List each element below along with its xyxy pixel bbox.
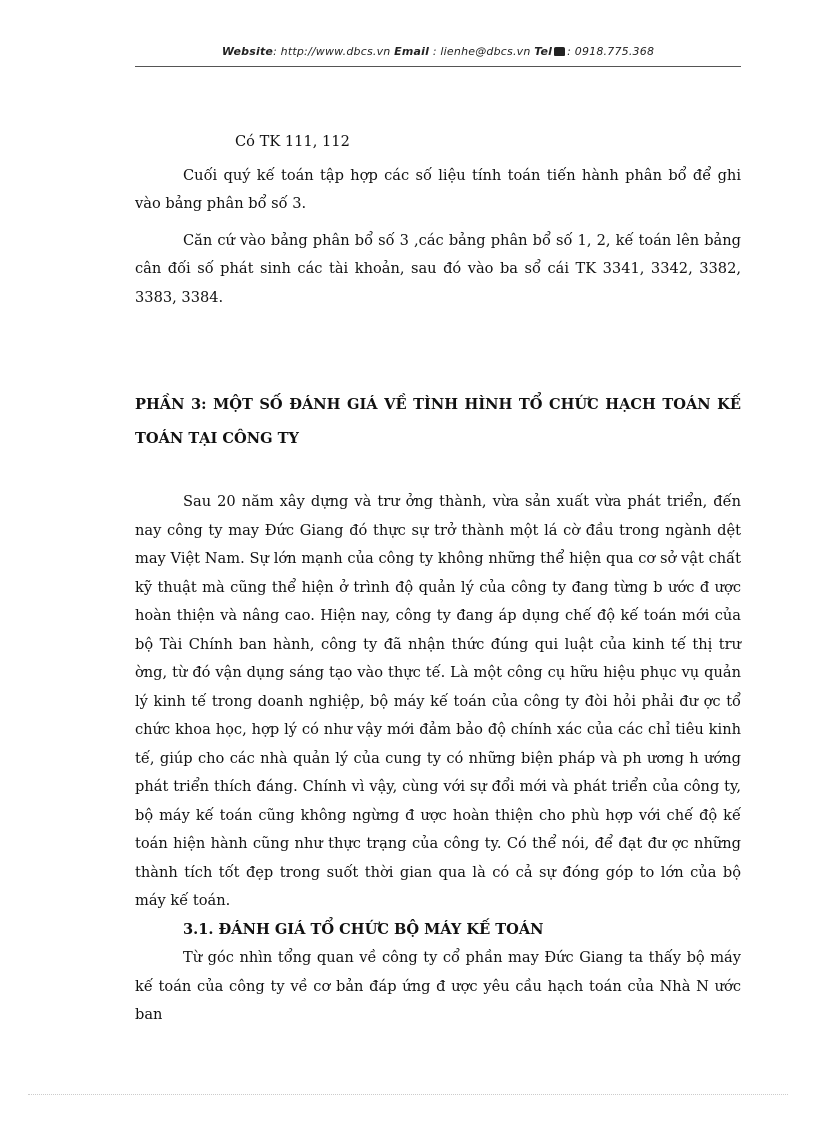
tel-label: Tel (534, 45, 553, 58)
page-header (135, 45, 741, 58)
tel-value: : 0918.775.368 (567, 45, 655, 58)
email-value: : lienhe@dbcs.vn (429, 45, 535, 58)
section-heading-part3: PHẦN 3: MỘT SỐ ĐÁNH GIÁ VỀ TÌNH HÌNH TỔ CHỨC HẠCH TOÁN KẾ TOÁN TẠI CÔNG TY (135, 396, 741, 447)
header-divider (135, 66, 741, 67)
credit-line: Có TK 111, 112 (235, 133, 350, 150)
footer-divider (28, 1094, 788, 1095)
subsection-heading-3-1: 3.1. ĐÁNH GIÁ TỔ CHỨC BỘ MÁY KẾ TOÁN (183, 920, 544, 938)
paragraph-2: Căn cứ vào bảng phân bổ số 3 ,các bảng phân bổ số 1, 2, kế toán lên bảng cân đối số phát sinh các tài khoản, sau đó vào ba sổ cái TK 3341, 3342, 3382, 3383, 3384. (135, 231, 741, 306)
paragraph-4: Từ góc nhìn tổng quan về công ty cổ phần may Đức Giang ta thấy bộ máy kế toán của công ty về cơ bản đáp ứng đ ược yêu cầu hạch toán của Nhà N ước ban (135, 949, 741, 1023)
phone-icon (554, 47, 565, 56)
paragraph-3: Sau 20 năm xây dựng và trư ởng thành, vừa sản xuất vừa phát triển, đến nay công ty may Đức Giang đó thực sự trở thành một lá cờ đầu trong ngành dệt may Việt Nam. Sự lớn mạnh của công ty không những thể hiện qua cơ sở vật chất kỹ thuật mà cũng thể hiện ở trình độ quản lý của công ty đang từng b ước đ ược hoàn thiện và nâng cao. Hiện nay, công ty đang áp dụng chế độ kế toán mới của bộ Tài Chính ban hành, công ty đã nhận thức đúng qui luật của kinh tế thị trư ờng, từ đó vận dụng sáng tạo vào thực tế. Là một công cụ hữu hiệu phục vụ quản lý kinh tế trong doanh nghiệp, bộ máy kế toán của công ty đòi hỏi phải đư ợc tổ chức khoa học, hợp lý có như vậy mới đảm bảo độ chính xác của các chỉ tiêu kinh tế, giúp cho các nhà quản lý của cung ty có những biện pháp và ph ương h ướng phát triển thích đáng. Chính vì vậy, cùng với sự đổi mới và phát triển của công ty, bộ máy kế toán cũng không ngừng đ ược hoàn thiện cho phù hợp với chế độ kế toán hiện hành cũng như thực trạng của công ty. Có thể nói, để đạt đư ợc những thành tích tốt đẹp trong suốt thời gian qua là có cả sự đóng góp to lớn của bộ máy kế toán. (135, 493, 741, 909)
website-value: : http://www.dbcs.vn (273, 45, 395, 58)
document-body (135, 128, 741, 1030)
paragraph-1: Cuối quý kế toán tập hợp các số liệu tính toán tiến hành phân bổ để ghi vào bảng phân bổ số 3. (135, 166, 741, 212)
email-label: Email (394, 45, 430, 58)
website-label: Website (221, 45, 274, 58)
